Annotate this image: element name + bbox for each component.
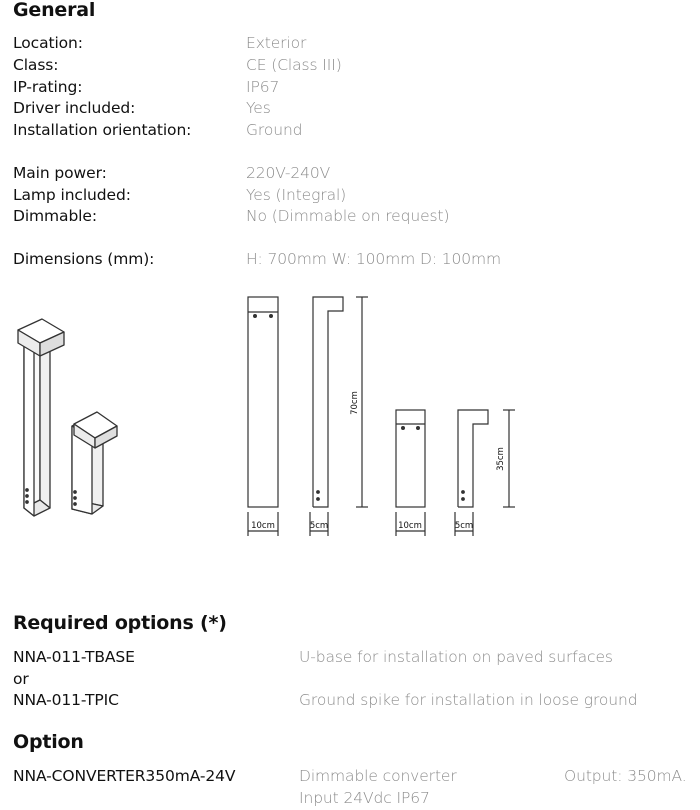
spec-label-dimmable: Dimmable: [13, 207, 97, 225]
required-option-desc-tpic: Ground spike for installation in loose ground [299, 691, 638, 709]
width-label-front-tall: 10cm [251, 521, 275, 531]
spec-label-main-power: Main power: [13, 164, 107, 182]
required-option-separator: or [13, 670, 29, 688]
option-code: NNA-CONVERTER350mA-24V [13, 767, 236, 785]
height-label-short: 35cm [496, 447, 506, 471]
bollard-3d-tall [18, 319, 64, 516]
bollard-3d-short [72, 412, 117, 514]
spec-value-dimmable: No (Dimmable on request) [246, 207, 450, 225]
spec-label-location: Location: [13, 34, 83, 52]
spec-value-lamp: Yes (Integral) [246, 186, 347, 204]
side-view-tall [310, 297, 368, 536]
spec-value-ip-rating: IP67 [246, 78, 280, 96]
spec-value-driver: Yes [246, 99, 271, 117]
width-label-side-short: 5cm [454, 521, 474, 531]
spec-value-orientation: Ground [246, 121, 303, 139]
required-options-heading: Required options (*) [13, 612, 227, 634]
spec-value-location: Exterior [246, 34, 307, 52]
option-description-line1: Dimmable converter [299, 767, 457, 785]
spec-label-lamp: Lamp included: [13, 186, 131, 204]
front-view-tall [248, 297, 278, 536]
product-drawing [0, 285, 700, 555]
spec-label-class: Class: [13, 56, 59, 74]
spec-value-main-power: 220V-240V [246, 164, 331, 182]
spec-label-orientation: Installation orientation: [13, 121, 192, 139]
required-option-desc-tbase: U-base for installation on paved surfaces [299, 648, 613, 666]
spec-label-dimensions: Dimensions (mm): [13, 250, 155, 268]
option-description-line2: Input 24Vdc IP67 [299, 789, 430, 807]
height-label-tall: 70cm [350, 391, 360, 415]
option-heading: Option [13, 731, 84, 753]
required-option-code-tpic: NNA-011-TPIC [13, 691, 119, 709]
spec-value-dimensions: H: 700mm W: 100mm D: 100mm [246, 250, 502, 268]
spec-value-class: CE (Class III) [246, 56, 342, 74]
width-label-front-short: 10cm [398, 521, 422, 531]
option-output: Output: 350mA. [564, 767, 687, 785]
general-heading: General [13, 0, 96, 21]
width-label-side-tall: 5cm [309, 521, 329, 531]
side-view-short [455, 410, 515, 536]
required-option-code-tbase: NNA-011-TBASE [13, 648, 135, 666]
spec-label-ip-rating: IP-rating: [13, 78, 83, 96]
spec-label-driver: Driver included: [13, 99, 136, 117]
front-view-short [396, 410, 425, 536]
